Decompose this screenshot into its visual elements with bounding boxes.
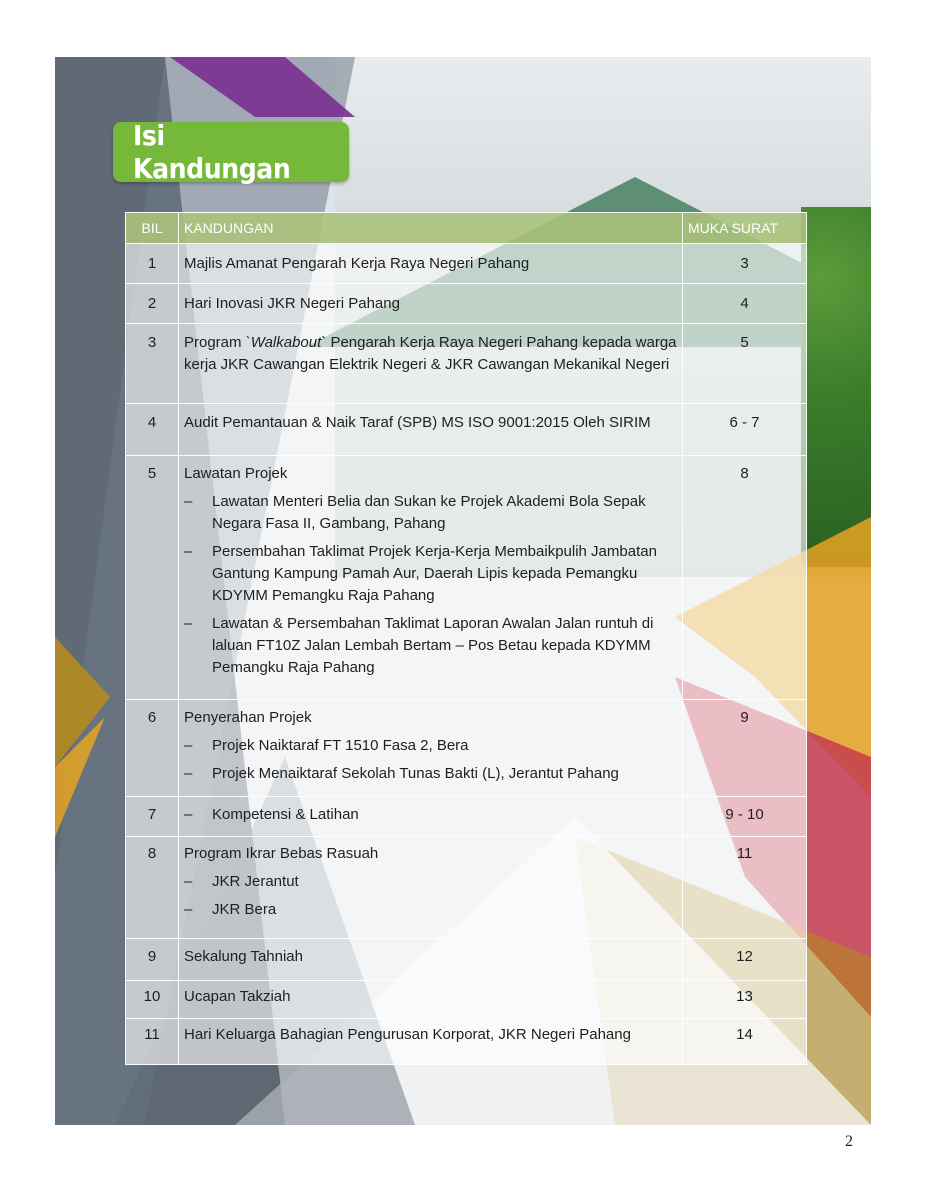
row-page: 6 - 7: [683, 404, 807, 456]
row-number: 5: [126, 456, 179, 700]
row-page: 4: [683, 284, 807, 324]
table-row: [126, 456, 807, 700]
row-page: 8: [683, 456, 807, 700]
sub-item-text: JKR Bera: [212, 901, 277, 918]
row-title: Ucapan Takziah: [179, 981, 683, 1019]
table-row: [126, 324, 807, 404]
row-number: 3: [126, 324, 179, 404]
dash-icon: –: [184, 493, 193, 510]
row-page: 14: [683, 1019, 807, 1065]
row-number: 10: [126, 981, 179, 1019]
sub-item-text: Kompetensi & Latihan: [212, 806, 359, 823]
table-row: [126, 700, 807, 797]
sub-item-text: Projek Menaiktaraf Sekolah Tunas Bakti (L), Jerantut Pahang: [212, 765, 619, 782]
row-title-text: Penyerahan Projek: [184, 709, 312, 726]
dash-icon: –: [184, 737, 193, 754]
row-number: 7: [126, 797, 179, 837]
sub-item: [184, 491, 677, 535]
table-row: [126, 797, 807, 837]
sub-item: [184, 804, 677, 826]
sub-item-text: Persembahan Taklimat Projek Kerja-Kerja Membaikpulih Jambatan Gantung Kampung Pamah Aur, Daerah Lipis kepada Pemangku KDYMM Pemangku Raja Pahang: [212, 543, 657, 604]
header-muka-surat: MUKA SURAT: [683, 213, 807, 244]
sub-item: [184, 735, 677, 757]
row-number: 2: [126, 284, 179, 324]
row-title: Sekalung Tahniah: [179, 939, 683, 981]
sub-item-text: Projek Naiktaraf FT 1510 Fasa 2, Bera: [212, 737, 469, 754]
row-page: 12: [683, 939, 807, 981]
row-number: 4: [126, 404, 179, 456]
row-title-post: ` Pengarah Kerja Raya Negeri Pahang kepada warga kerja JKR Cawangan Elektrik Negeri & JKR Cawangan Mekanikal Negeri: [184, 334, 677, 373]
table-row: [126, 404, 807, 456]
sub-item-text: Lawatan Menteri Belia dan Sukan ke Projek Akademi Bola Sepak Negara Fasa II, Gambang, Pahang: [212, 493, 646, 532]
row-title: Audit Pemantauan & Naik Taraf (SPB) MS ISO 9001:2015 Oleh SIRIM: [179, 404, 683, 456]
sub-item: [184, 613, 677, 679]
row-page: 9: [683, 700, 807, 797]
sub-item-text: JKR Jerantut: [212, 873, 299, 890]
sub-item: [184, 871, 677, 893]
table-row: [126, 1019, 807, 1065]
page-title: Isi Kandungan: [133, 119, 291, 185]
row-title: [179, 324, 683, 404]
row-title-text: Lawatan Projek: [184, 465, 288, 482]
row-page: 11: [683, 837, 807, 939]
dash-icon: –: [184, 901, 193, 918]
table-row: [126, 284, 807, 324]
dash-icon: –: [184, 615, 193, 632]
row-title: [179, 456, 683, 700]
contents-table: [125, 212, 807, 1065]
row-title: Hari Keluarga Bahagian Pengurusan Korporat, JKR Negeri Pahang: [179, 1019, 683, 1065]
dash-icon: –: [184, 873, 193, 890]
table-header-row: [126, 213, 807, 244]
header-kandungan: KANDUNGAN: [179, 213, 683, 244]
row-number: 9: [126, 939, 179, 981]
row-page: 13: [683, 981, 807, 1019]
row-title: [179, 837, 683, 939]
table-row: [126, 837, 807, 939]
row-title-italic: Walkabout: [250, 334, 322, 351]
table-row: [126, 981, 807, 1019]
dash-icon: –: [184, 543, 193, 560]
page-number: 2: [845, 1133, 853, 1150]
row-number: 1: [126, 244, 179, 284]
row-title-pre: Program `: [184, 334, 251, 351]
row-page: 9 - 10: [683, 797, 807, 837]
row-title: [179, 700, 683, 797]
sub-item: [184, 899, 677, 921]
row-page: 5: [683, 324, 807, 404]
row-title: [179, 797, 683, 837]
row-title: Majlis Amanat Pengarah Kerja Raya Negeri Pahang: [179, 244, 683, 284]
row-number: 6: [126, 700, 179, 797]
sub-item: [184, 763, 677, 785]
row-title-text: Program Ikrar Bebas Rasuah: [184, 845, 379, 862]
header-bil: BIL: [126, 213, 179, 244]
table-row: [126, 244, 807, 284]
title-badge: [113, 119, 349, 185]
dash-icon: –: [184, 806, 193, 823]
row-page: 3: [683, 244, 807, 284]
sub-item-text: Lawatan & Persembahan Taklimat Laporan Awalan Jalan runtuh di laluan FT10Z Jalan Lembah Bertam – Pos Betau kepada KDYMM Pemangku Raja Pahang: [212, 615, 654, 676]
sub-item: [184, 541, 677, 607]
row-number: 8: [126, 837, 179, 939]
table-row: [126, 939, 807, 981]
dash-icon: –: [184, 765, 193, 782]
row-number: 11: [126, 1019, 179, 1065]
row-title: Hari Inovasi JKR Negeri Pahang: [179, 284, 683, 324]
